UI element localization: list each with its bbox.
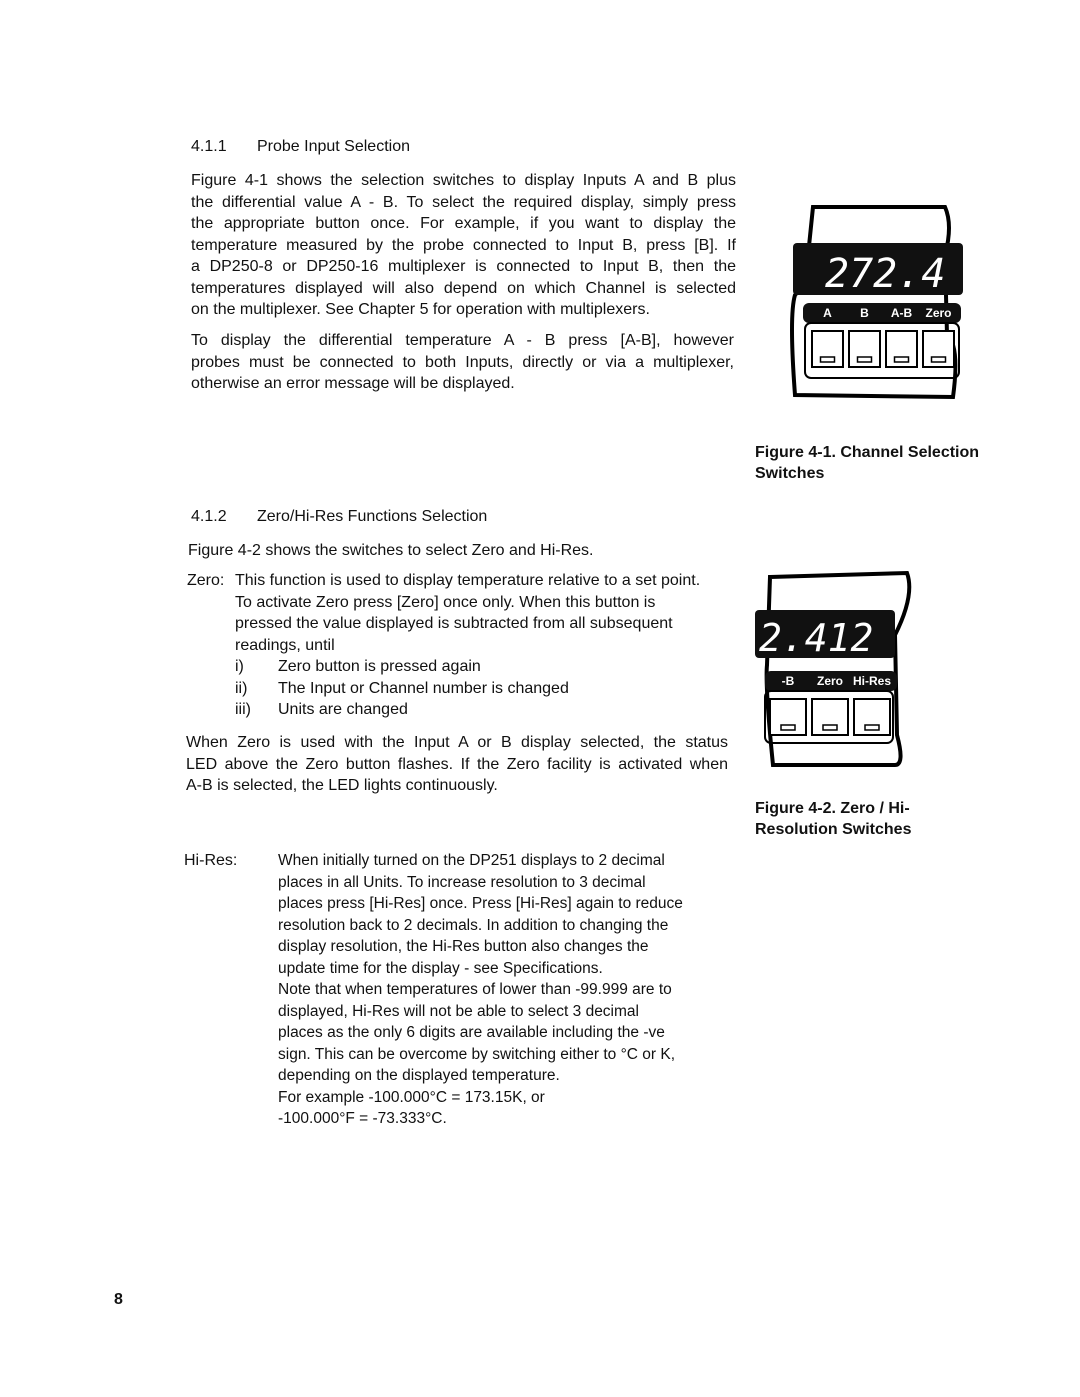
text-line: resolution back to 2 decimals. In addition to changing the xyxy=(278,916,669,934)
list-marker: iii) xyxy=(235,701,251,718)
button-label: B xyxy=(860,306,869,320)
paragraph-figure-4-2-intro xyxy=(188,540,594,562)
caption-line: Figure 4-2. Zero / Hi- xyxy=(755,800,910,817)
figure-channel-selection-switches xyxy=(785,195,975,405)
display-readout: 2.412 xyxy=(759,616,874,660)
text-line: display resolution, the Hi-Res button also changes the xyxy=(278,938,649,955)
text-line: a DP250-8 or DP250-16 multiplexer is connected to Input B, then the xyxy=(191,258,736,275)
button-label: A-B xyxy=(890,306,913,320)
section-title: Zero/Hi-Res Functions Selection xyxy=(257,508,488,525)
figure-4-2-caption xyxy=(755,798,911,840)
text-line: -100.000°F = -73.333°C. xyxy=(278,1110,447,1127)
paragraph-zero xyxy=(235,570,700,656)
paragraph-zero-led xyxy=(186,732,728,797)
text-line: sign. This can be overcome by switching either to °C or K, xyxy=(278,1045,676,1063)
text-line: places press [Hi-Res] once. Press [Hi-Res] again to reduce xyxy=(278,895,683,912)
button-label: Hi-Res xyxy=(852,674,892,688)
button-label: A xyxy=(823,306,832,320)
text-line: To display the differential temperature A - B press [A-B], however xyxy=(191,332,734,349)
text-line: A-B is selected, the LED lights continuously. xyxy=(186,777,498,794)
paragraph-hires xyxy=(278,850,683,1130)
zero-label xyxy=(187,570,224,592)
text-line: Note that when temperatures of lower than -99.999 are to xyxy=(278,981,672,998)
text-line: When initially turned on the DP251 displays to 2 decimal xyxy=(278,852,665,869)
section-number: 4.1.2 xyxy=(191,508,227,525)
text-line: LED above the Zero button flashes. If the Zero facility is activated when xyxy=(186,755,728,773)
text-line: For example -100.000°C = 173.15K, or xyxy=(278,1088,545,1106)
section-heading-4-1-2 xyxy=(191,507,487,527)
button-label: Zero xyxy=(816,674,844,688)
figure-zero-hires-switches xyxy=(755,565,915,775)
section-title: Probe Input Selection xyxy=(257,138,410,155)
button-label: -B xyxy=(781,674,795,688)
text-line: the differential value A - B. To select the required display, simply press xyxy=(191,193,736,211)
text-line: update time for the display - see Specifications. xyxy=(278,959,603,977)
section-heading-4-1-1 xyxy=(191,137,410,157)
text-line: places in all Units. To increase resolution to 3 decimal xyxy=(278,873,646,891)
text-line: depending on the displayed temperature. xyxy=(278,1067,560,1084)
caption-line: Switches xyxy=(755,465,825,482)
text-line: Figure 4-2 shows the switches to select Zero and Hi-Res. xyxy=(188,542,594,559)
label-text: Hi-Res: xyxy=(184,852,238,869)
text-line: displayed, Hi-Res will not be able to select 3 decimal xyxy=(278,1002,639,1020)
paragraph-differential xyxy=(191,330,734,395)
paragraph-probe-selection xyxy=(191,170,736,321)
list-text: Zero button is pressed again xyxy=(278,658,481,675)
text-line: probes must be connected to both Inputs, directly or via a multiplexer, xyxy=(191,353,734,371)
text-line: on the multiplexer. See Chapter 5 for operation with multiplexers. xyxy=(191,301,650,318)
list-item xyxy=(235,656,569,678)
label-text: Zero: xyxy=(187,572,225,589)
list-marker: ii) xyxy=(235,679,248,697)
text-line: the appropriate button once. For example, if you want to display the xyxy=(191,215,736,232)
button-label: Zero xyxy=(925,306,952,320)
figure-4-1-caption xyxy=(755,442,979,484)
text-line: readings, until xyxy=(235,636,335,654)
page-number: 8 xyxy=(114,1291,123,1308)
list-text: The Input or Channel number is changed xyxy=(278,679,569,697)
list-marker: i) xyxy=(235,658,244,675)
text-line: places as the only 6 digits are available including the -ve xyxy=(278,1024,665,1041)
list-item xyxy=(235,699,569,721)
zero-conditions-list xyxy=(235,656,569,721)
text-line: This function is used to display temperature relative to a set point. xyxy=(235,572,701,589)
text-line: temperature measured by the probe connected to Input B, press [B]. If xyxy=(191,236,736,254)
text-line: otherwise an error message will be displayed. xyxy=(191,375,515,392)
text-line: temperatures displayed will also depend on which Channel is selected xyxy=(191,279,736,297)
text-line: When Zero is used with the Input A or B display selected, the status xyxy=(186,734,728,751)
section-number: 4.1.1 xyxy=(191,138,227,155)
display-readout: 272.4 xyxy=(825,251,946,297)
caption-line: Figure 4-1. Channel Selection xyxy=(755,444,980,461)
caption-line: Resolution Switches xyxy=(755,821,912,838)
text-line: pressed the value displayed is subtracted from all subsequent xyxy=(235,615,673,632)
list-item xyxy=(235,678,569,700)
hires-label xyxy=(184,850,237,872)
text-line: To activate Zero press [Zero] once only. When this button is xyxy=(235,593,656,611)
text-line: Figure 4-1 shows the selection switches to display Inputs A and B plus xyxy=(191,172,736,189)
list-text: Units are changed xyxy=(278,701,408,718)
